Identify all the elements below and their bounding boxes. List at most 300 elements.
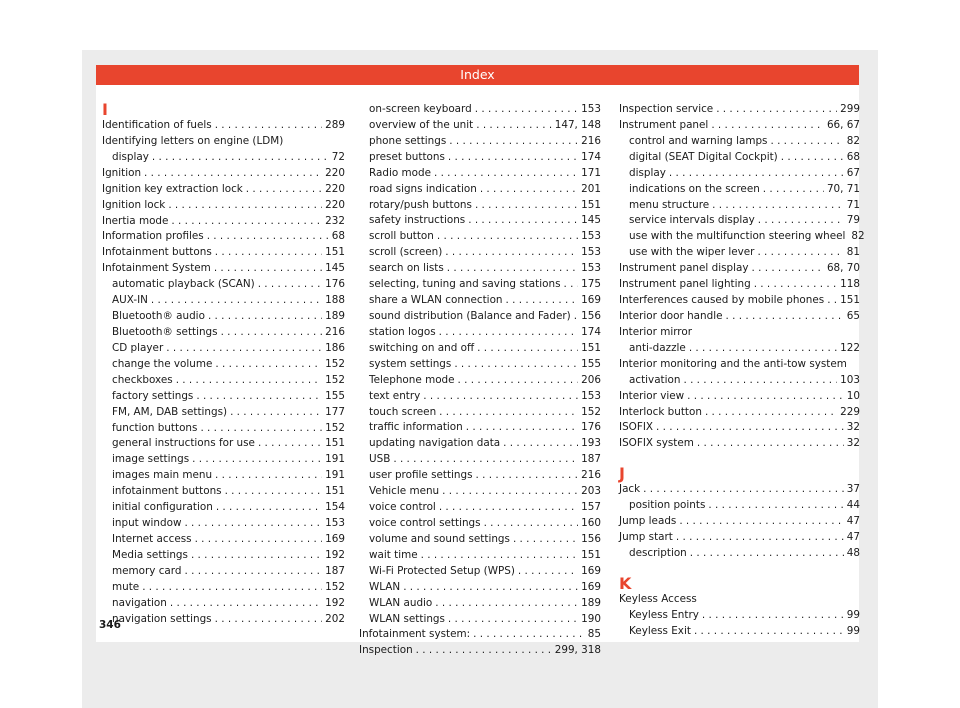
entry-term: ISOFIX (619, 421, 653, 434)
dot-leader (439, 405, 578, 421)
entry-term: sound distribution (Balance and Fader) (369, 309, 571, 322)
dot-leader (683, 373, 837, 389)
dot-leader (476, 118, 552, 134)
index-entry (619, 530, 860, 546)
index-subentry (359, 166, 601, 182)
entry-term: search on lists (369, 262, 444, 275)
index-subentry (359, 580, 601, 596)
dot-leader (694, 624, 844, 640)
entry-pages: 216 (581, 134, 601, 147)
entry-pages: 81 (846, 246, 860, 259)
index-subentry (359, 229, 601, 245)
index-subentry (102, 405, 345, 421)
index-entry (619, 102, 860, 118)
entry-term: Instrument panel display (619, 262, 749, 275)
entry-pages: 155 (325, 389, 345, 402)
index-subentry (359, 213, 601, 229)
entry-pages: 103 (840, 373, 860, 386)
entry-pages: 191 (325, 453, 345, 466)
entry-term: overview of the unit (369, 118, 474, 131)
entry-term: position points (629, 499, 706, 512)
index-header: Index (96, 65, 859, 85)
dot-leader (679, 514, 843, 530)
entry-term: Wi-Fi Protected Setup (WPS) (369, 564, 515, 577)
dot-leader (144, 166, 322, 182)
entry-term: display (629, 166, 666, 179)
index-entry (619, 293, 860, 309)
entry-term: change the volume (112, 357, 213, 370)
entry-term: Interior view (619, 389, 685, 402)
dot-leader (468, 213, 578, 229)
entry-term: indications on the screen (629, 182, 760, 195)
index-entry (619, 482, 860, 498)
entry-pages: 299 (840, 103, 860, 115)
index-subentry (619, 182, 860, 198)
dot-leader (225, 484, 323, 500)
entry-term: service intervals display (629, 214, 755, 227)
entry-pages: 289 (325, 119, 345, 131)
entry-pages: 175 (581, 278, 601, 291)
dot-leader (195, 532, 323, 548)
entry-term: digital (SEAT Digital Cockpit) (629, 150, 778, 163)
entry-term: Jump leads (619, 515, 677, 528)
index-subentry (102, 150, 345, 166)
dot-leader (215, 118, 322, 134)
entry-pages: 202 (325, 612, 345, 625)
entry-pages: 206 (581, 373, 601, 386)
entry-pages: 44 (846, 499, 860, 512)
index-subentry (619, 341, 860, 357)
entry-pages: 72 (331, 150, 345, 163)
dot-leader (258, 277, 322, 293)
entry-term: share a WLAN connection (369, 294, 503, 307)
index-subentry (102, 532, 345, 548)
entry-term: scroll (screen) (369, 246, 443, 259)
dot-leader (690, 546, 844, 562)
entry-pages: 151 (581, 548, 601, 561)
dot-leader (506, 293, 579, 309)
dot-leader (454, 357, 578, 373)
entry-pages: 152 (325, 373, 345, 386)
entry-pages: 68, 70 (826, 262, 860, 275)
entry-term: Internet access (112, 532, 192, 545)
entry-pages: 145 (325, 262, 345, 275)
entry-term: Vehicle menu (369, 485, 440, 498)
dot-leader (712, 198, 844, 214)
dot-leader (435, 596, 578, 612)
dot-leader (214, 261, 322, 277)
entry-term: Infotainment buttons (102, 246, 212, 259)
entry-pages: 68 (331, 230, 345, 243)
dot-leader (221, 325, 323, 341)
index-heading: Interior monitoring and the anti-tow system (619, 357, 847, 370)
entry-term: Interior door handle (619, 309, 723, 322)
entry-pages: 156 (581, 532, 601, 545)
index-column-2 (359, 102, 601, 659)
entry-pages: 147, 148 (554, 118, 601, 131)
dot-leader (466, 420, 578, 436)
dot-leader (423, 389, 578, 405)
dot-leader (513, 532, 578, 548)
index-entry (359, 643, 601, 659)
dot-leader (752, 261, 824, 277)
entry-pages: 156 (581, 309, 601, 322)
index-subentry (359, 596, 601, 612)
index-subentry (102, 612, 345, 628)
index-subentry (619, 608, 860, 624)
dot-leader (716, 102, 837, 118)
entry-pages: 169 (581, 580, 601, 593)
index-subentry (619, 134, 860, 150)
dot-leader (393, 452, 578, 468)
entry-term: description (629, 546, 687, 559)
dot-leader (416, 643, 552, 659)
dot-leader (171, 214, 322, 230)
entry-pages: 151 (325, 485, 345, 498)
dot-leader (484, 516, 579, 532)
dot-leader (711, 118, 824, 134)
dot-leader (827, 293, 837, 309)
dot-leader (200, 421, 322, 437)
entry-term: Jack (619, 483, 641, 496)
index-column-3 (619, 102, 865, 640)
dot-leader (434, 166, 578, 182)
index-entry (359, 627, 601, 643)
entry-term: function buttons (112, 421, 198, 434)
entry-term: WLAN audio (369, 596, 433, 609)
entry-pages: 155 (581, 357, 601, 370)
entry-pages: 192 (325, 596, 345, 609)
entry-term: WLAN settings (369, 612, 445, 625)
entry-pages: 176 (325, 278, 345, 291)
dot-leader (448, 612, 578, 628)
entry-pages: 68 (846, 150, 860, 163)
dot-leader (142, 580, 322, 596)
index-subentry (359, 468, 601, 484)
entry-pages: 189 (325, 310, 345, 323)
dot-leader (754, 277, 837, 293)
dot-leader (208, 309, 322, 325)
dot-leader (437, 229, 578, 245)
entry-term: use with the wiper lever (629, 246, 755, 259)
section-letter-i: I (102, 100, 108, 119)
index-subentry (619, 166, 860, 182)
entry-pages: 79 (846, 214, 860, 227)
entry-term: Inspection service (619, 103, 714, 115)
entry-pages: 118 (840, 278, 860, 291)
entry-term: switching on and off (369, 341, 475, 354)
index-subentry (359, 309, 601, 325)
dot-leader (503, 436, 578, 452)
index-subentry (102, 341, 345, 357)
index-entry (619, 118, 860, 134)
index-subentry (359, 182, 601, 198)
entry-term: Media settings (112, 548, 188, 561)
dot-leader (442, 484, 578, 500)
index-subentry (359, 564, 601, 580)
dot-leader (448, 150, 578, 166)
entry-pages: 151 (325, 437, 345, 450)
dot-leader (151, 293, 322, 309)
entry-term: station logos (369, 325, 436, 338)
entry-term: WLAN (369, 580, 401, 593)
entry-term: initial configuration (112, 501, 213, 514)
entry-term: image settings (112, 453, 190, 466)
dot-leader (152, 150, 329, 166)
entry-pages: 47 (846, 531, 860, 544)
section-letter-k: K (619, 573, 632, 593)
dot-leader (196, 389, 322, 405)
index-column-1 (102, 102, 345, 628)
entry-pages: 71 (846, 198, 860, 211)
dot-leader (475, 198, 578, 214)
index-subentry (359, 612, 601, 628)
entry-pages: 47 (846, 515, 860, 528)
entry-term: voice control (369, 501, 436, 514)
index-subentry (102, 357, 345, 373)
dot-leader (656, 420, 844, 436)
index-subentry (619, 498, 860, 514)
entry-term: Information profiles (102, 230, 204, 243)
dot-leader (215, 357, 322, 373)
entry-term: Ignition lock (102, 198, 166, 211)
entry-term: navigation (112, 596, 167, 609)
entry-term: Ignition key extraction lock (102, 182, 243, 195)
entry-pages: 32 (846, 437, 860, 450)
entry-pages: 153 (581, 246, 601, 259)
dot-leader (191, 548, 322, 564)
dot-leader (170, 596, 322, 612)
entry-term: Jump start (619, 531, 673, 544)
index-subentry (619, 213, 860, 229)
entry-pages: 152 (581, 405, 601, 418)
entry-term: infotainment buttons (112, 485, 222, 498)
entry-term: navigation settings (112, 612, 212, 625)
entry-term: Infotainment System (102, 262, 211, 275)
index-entry (102, 229, 345, 245)
index-subentry (359, 436, 601, 452)
dot-leader (447, 261, 578, 277)
entry-term: use with the multifunction steering wheel (629, 230, 846, 243)
entry-term: CD player (112, 341, 164, 354)
dot-leader (215, 245, 322, 261)
entry-term: activation (629, 373, 681, 386)
dot-leader (439, 500, 578, 516)
entry-pages: 193 (581, 437, 601, 450)
entry-term: automatic playback (SCAN) (112, 278, 255, 291)
dot-leader (176, 373, 322, 389)
entry-pages: 174 (581, 150, 601, 163)
entry-term: USB (369, 453, 391, 466)
entry-pages: 37 (846, 483, 860, 496)
dot-leader (564, 277, 579, 293)
index-entry (619, 309, 860, 325)
entry-pages: 153 (325, 517, 345, 530)
index-subentry (619, 624, 860, 640)
entry-term: Instrument panel lighting (619, 278, 751, 291)
index-subentry (359, 500, 601, 516)
entry-term: Interferences caused by mobile phones (619, 294, 825, 307)
entry-pages: 151 (840, 294, 860, 307)
dot-leader (458, 373, 579, 389)
entry-term: user profile settings (369, 469, 473, 482)
dot-leader (168, 198, 322, 214)
entry-pages: 189 (581, 596, 601, 609)
entry-term: anti-dazzle (629, 341, 686, 354)
entry-pages: 220 (325, 198, 345, 211)
index-entry (619, 436, 860, 452)
entry-term: text entry (369, 389, 421, 402)
index-subentry (359, 357, 601, 373)
entry-pages: 151 (581, 341, 601, 354)
entry-term: Keyless Exit (629, 624, 691, 637)
entry-term: wait time (369, 548, 418, 561)
index-subentry (619, 373, 860, 389)
entry-pages: 169 (581, 294, 601, 307)
index-subentry (619, 546, 860, 562)
dot-leader (215, 612, 323, 628)
entry-term: scroll button (369, 230, 434, 243)
index-entry (619, 405, 860, 421)
index-entry (102, 118, 345, 134)
entry-pages: 188 (325, 294, 345, 307)
index-entry (102, 261, 345, 277)
index-subentry (359, 277, 601, 293)
dot-leader (697, 436, 844, 452)
entry-term: checkboxes (112, 373, 173, 386)
entry-term: AUX-IN (112, 294, 148, 307)
entry-pages: 171 (581, 166, 601, 179)
dot-leader (403, 580, 578, 596)
index-subentry (102, 452, 345, 468)
index-subentry (359, 261, 601, 277)
index-subentry (359, 245, 601, 261)
entry-term: safety instructions (369, 214, 466, 227)
entry-pages: 152 (325, 357, 345, 370)
index-subentry (359, 532, 601, 548)
entry-pages: 216 (581, 469, 601, 482)
index-subentry (102, 325, 345, 341)
entry-pages: 220 (325, 182, 345, 195)
index-subentry (102, 277, 345, 293)
entry-term: Inertia mode (102, 214, 169, 227)
entry-pages: 160 (581, 516, 601, 529)
entry-term: Telephone mode (369, 373, 455, 386)
index-subentry (619, 229, 865, 245)
entry-term: Inspection (359, 644, 413, 657)
entry-term: FM, AM, DAB settings) (112, 405, 228, 418)
index-subentry (102, 436, 345, 452)
dot-leader (449, 134, 578, 150)
entry-term: Radio mode (369, 166, 431, 179)
index-subentry (102, 389, 345, 405)
entry-pages: 186 (325, 341, 345, 354)
entry-term: ISOFIX system (619, 437, 694, 450)
entry-pages: 169 (325, 532, 345, 545)
dot-leader (480, 182, 578, 198)
entry-term: mute (112, 580, 140, 593)
entry-term: general instructions for use (112, 437, 255, 450)
dot-leader (726, 309, 844, 325)
entry-pages: 232 (325, 214, 345, 227)
entry-pages: 66, 67 (826, 118, 860, 131)
index-subentry (359, 373, 601, 389)
dot-leader (705, 405, 837, 421)
entry-pages: 70, 71 (826, 182, 860, 195)
entry-pages: 299, 318 (554, 644, 601, 657)
index-entry (619, 261, 860, 277)
entry-term: Bluetooth® audio (112, 310, 205, 323)
entry-term: updating navigation data (369, 437, 501, 450)
dot-leader (258, 436, 322, 452)
entry-term: voice control settings (369, 516, 481, 529)
entry-pages: 187 (325, 564, 345, 577)
entry-term: factory settings (112, 389, 194, 402)
index-subentry (102, 516, 345, 532)
dot-leader (246, 182, 322, 198)
dot-leader (216, 500, 322, 516)
entry-pages: 157 (581, 501, 601, 514)
dot-leader (676, 530, 844, 546)
dot-leader (421, 548, 579, 564)
entry-pages: 82 (846, 134, 860, 147)
entry-pages: 216 (325, 325, 345, 338)
entry-pages: 153 (581, 230, 601, 243)
index-entry (102, 245, 345, 261)
index-entry (102, 166, 345, 182)
index-entry (102, 182, 345, 198)
dot-leader (166, 341, 322, 357)
dot-leader (215, 468, 322, 484)
index-subentry (359, 118, 601, 134)
entry-term: memory card (112, 564, 182, 577)
entry-term: Ignition (102, 166, 142, 179)
entry-term: Infotainment system: (359, 628, 471, 641)
dot-leader (473, 627, 585, 643)
entry-term: menu structure (629, 198, 710, 211)
entry-term: on-screen keyboard (369, 103, 472, 115)
index-subentry (102, 500, 345, 516)
dot-leader (669, 166, 844, 182)
dot-leader (439, 325, 578, 341)
entry-term: rotary/push buttons (369, 198, 472, 211)
dot-leader (184, 564, 322, 580)
entry-term: Keyless Entry (629, 608, 699, 621)
dot-leader (687, 389, 844, 405)
dot-leader (477, 341, 578, 357)
index-subentry (359, 516, 601, 532)
index-subentry (359, 341, 601, 357)
entry-pages: 174 (581, 325, 601, 338)
entry-pages: 99 (846, 608, 860, 621)
entry-term: system settings (369, 357, 452, 370)
entry-pages: 203 (581, 485, 601, 498)
entry-term: Bluetooth® settings (112, 325, 218, 338)
entry-term: phone settings (369, 134, 447, 147)
entry-pages: 145 (581, 214, 601, 227)
index-entry (102, 198, 345, 214)
entry-pages: 187 (581, 453, 601, 466)
index-subentry (359, 198, 601, 214)
index-subentry (102, 421, 345, 437)
dot-leader (708, 498, 843, 514)
index-subentry (359, 452, 601, 468)
index-subentry (359, 102, 601, 118)
index-subentry (359, 548, 601, 564)
entry-pages: 152 (325, 580, 345, 593)
page-number: 346 (99, 619, 121, 631)
dot-leader (192, 452, 322, 468)
